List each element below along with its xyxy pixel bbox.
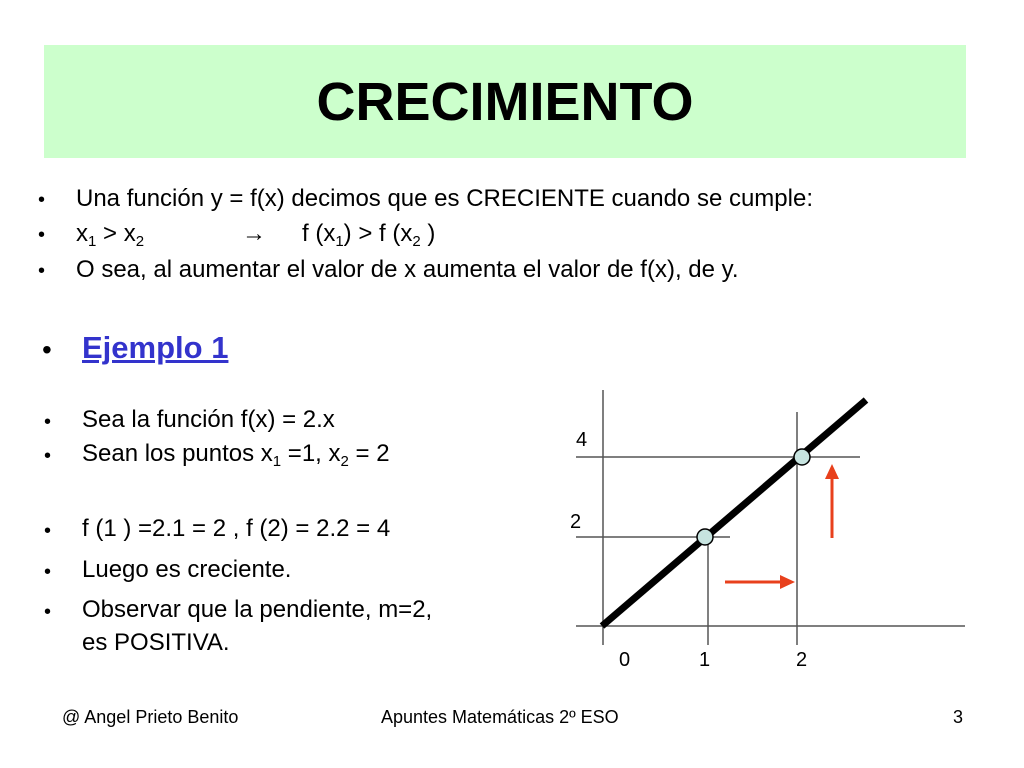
x-tick-2: 2: [796, 649, 808, 671]
example-evaluation: f (1 ) =2.1 = 2 , f (2) = 2.2 = 4: [82, 515, 391, 542]
y-tick-4: 4: [576, 429, 588, 451]
bullet-dot: •: [44, 520, 52, 542]
condition-line: $x_1 > x_2$ → f $(x_1) > f$ ($x_2$ ): [76, 220, 436, 250]
bullet-dot: •: [38, 189, 46, 211]
point-x2: [794, 449, 810, 465]
bullet-dot: •: [44, 561, 52, 583]
example-heading: Ejemplo 1: [82, 330, 229, 365]
footer-author: @ Angel Prieto Benito: [62, 707, 239, 727]
bullet-dot: •: [44, 445, 52, 467]
bullet-dot: •: [38, 224, 46, 246]
bullet-dot: •: [42, 334, 52, 365]
footer-page-number: 3: [953, 707, 964, 727]
example-conclusion: Luego es creciente.: [82, 556, 292, 583]
implies-arrow-icon: →: [242, 220, 266, 247]
definition-line: Una función y = f(x) decimos que es CRECIENTE cuando se cumple:: [76, 185, 813, 212]
x-tick-1: 1: [699, 649, 711, 671]
arrow-up-icon: [825, 464, 839, 538]
example-slope-line1: Observar que la pendiente, m=2,: [82, 596, 433, 623]
arrow-right-icon: [725, 575, 795, 589]
bullet-dot: •: [44, 601, 52, 623]
point-x1: [697, 529, 713, 545]
footer-course: Apuntes Matemáticas 2º ESO: [381, 707, 619, 727]
example-function: Sea la función f(x) = 2.x: [82, 406, 335, 433]
example-points: Sean los puntos $x_1 =1$, $x_2 = 2$: [82, 440, 390, 470]
x-tick-0: 0: [619, 649, 631, 671]
slide-title: CRECIMIENTO: [316, 71, 694, 132]
explanation-line: O sea, al aumentar el valor de x aumenta el valor de f(x), de y.: [76, 256, 739, 283]
bullet-dot: •: [38, 260, 46, 282]
y-tick-2: 2: [570, 511, 582, 533]
function-line: [602, 400, 866, 626]
example-slope-line2: es POSITIVA.: [82, 629, 230, 656]
bullet-dot: •: [44, 411, 52, 433]
